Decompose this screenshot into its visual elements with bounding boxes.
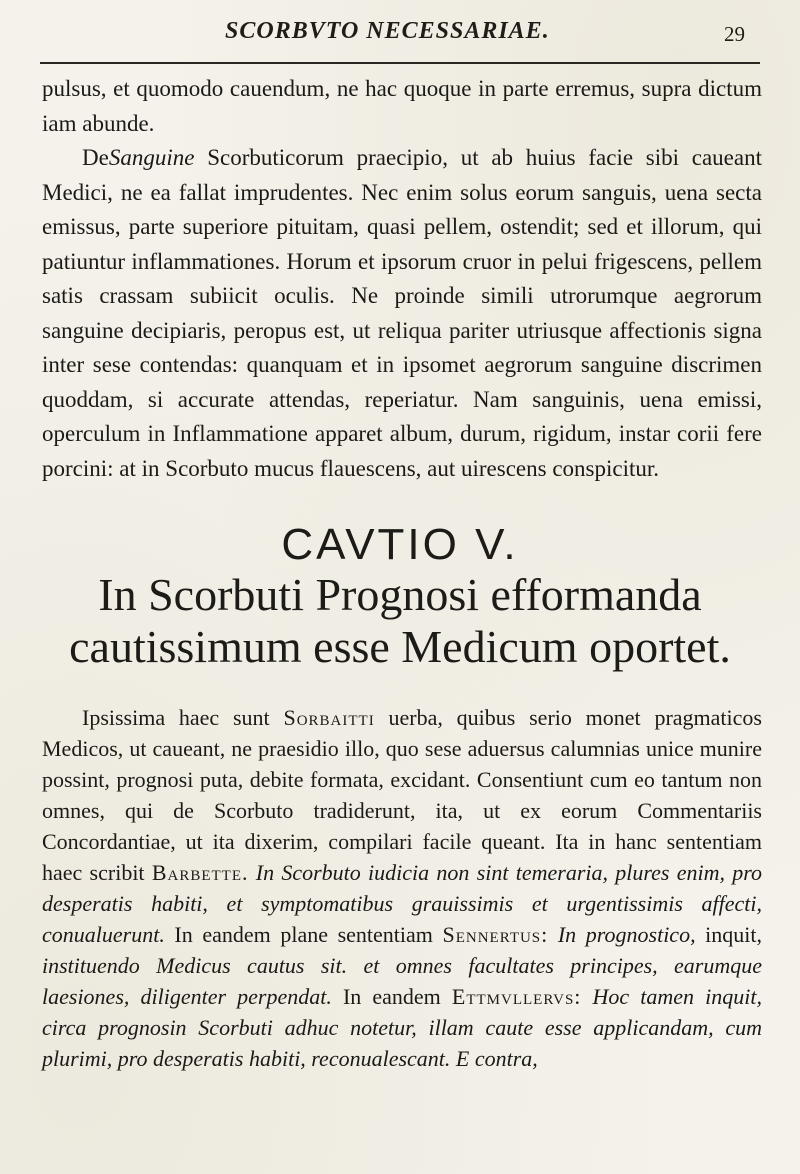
author-sorbaitti: Sorbaitti [283,705,375,730]
sanguine-term: Sanguine [108,145,195,170]
paragraph-pulsus: pulsus, et quomodo cauendum, ne hac quoque in parte erremus, supra dictum iam abunde. [42,76,762,136]
author-sennertus: Sennertus: [442,922,549,947]
author-ettmullerus: Ettmvllervs: [451,984,582,1009]
caution-label: CAVTIO V. [281,520,519,569]
paragraph-sanguine: DeSanguine Scorbuticorum praecipio, ut ab huius facie sibi caueant Medici, ne ea fallat imprudentes. Nec enim solus eorum sanguis, uena secta emissus, parte superiore pituitam, quasi pellem, ostendit; sed et illorum, qui patiuntur inflammationes. Horum et ipsorum cruor in pelui frigescens, pellem satis crassam subiicit oculis. Ne proinde simili utrorumque aegrorum sanguine decipiaris, peropus est, ut reliqua pariter utriusque affectionis signa inter sese contendas: quanquam et in ipsomet aegrorum sanguine discrimen quoddam, si accurate attendas, reperiatur. Nam sanguinis, uena emissi, operculum in Inflammatione apparet album, durum, rigidum, instar corii fere porcini: at in Scorbuto mucus flauescens, aut uirescens conspicitur. [42,145,762,481]
page-number: 29 [724,22,745,46]
quote-sennertus-2: instituendo Medicus cautus sit. et omnes facultates principes, earumque laesiones, diligenter perpendat. [42,953,762,1009]
header-rule [40,62,760,64]
running-head [225,18,745,58]
running-title: SCORBVTO NECESSARIAE. [225,18,550,44]
paragraph-ipsissima: Ipsissima haec sunt Sorbaitti uerba, quibus serio monet pragmaticos Medicos, ut caueant, ne praesidio illo, quo sese aduersus calumnias unice munire possint, prognosi puta, debite formata, excidant. Consentiunt cum eo tantum non omnes, qui de Scorbuto tradiderunt, ita, ut ex eorum Commentariis Concordantiae, ut ita dixerim, compilari facile queant. Ita in hanc sententiam haec scribit Barbette. In Scorbuto iudicia non sint temeraria, plures enim, pro desperatis habiti, et symptomatibus grauissimis et urgentissimis affecti, conualuerunt. In eandem plane sententiam Sennertus: In prognostico, inquit, instituendo Medicus cautus sit. et omnes facultates principes, earumque laesiones, diligenter perpendat. In eandem Ettmvllervs: Hoc tamen inquit, circa prognosin Scorbuti adhuc notetur, illam caute esse applicandam, cum plurimi, pro desperatis habiti, reconualescant. E contra, [42,705,763,1071]
body-text-lower [42,702,762,1074]
caution-title-line-1: In Scorbuti Prognosi efformanda [98,569,702,621]
author-barbette: Barbette. [151,860,249,885]
quote-ettmullerus: Hoc tamen inquit, circa prognosin Scorbuti adhuc notetur, illam caute esse applicandam, cum plurimi, pro desperatis habiti, reconualescant. E contra, [42,984,762,1071]
caution-title-line-2: cautissimum esse Medicum oportet. [69,620,731,672]
quote-sennertus-1: In prognostico, [557,922,696,947]
caution-heading [40,520,760,672]
quote-barbette: In Scorbuto iudicia non sint temeraria, plures enim, pro desperatis habiti, et symptomatibus grauissimis et urgentissimis affecti, conualuerunt. [42,860,762,947]
body-text-upper [42,72,762,486]
